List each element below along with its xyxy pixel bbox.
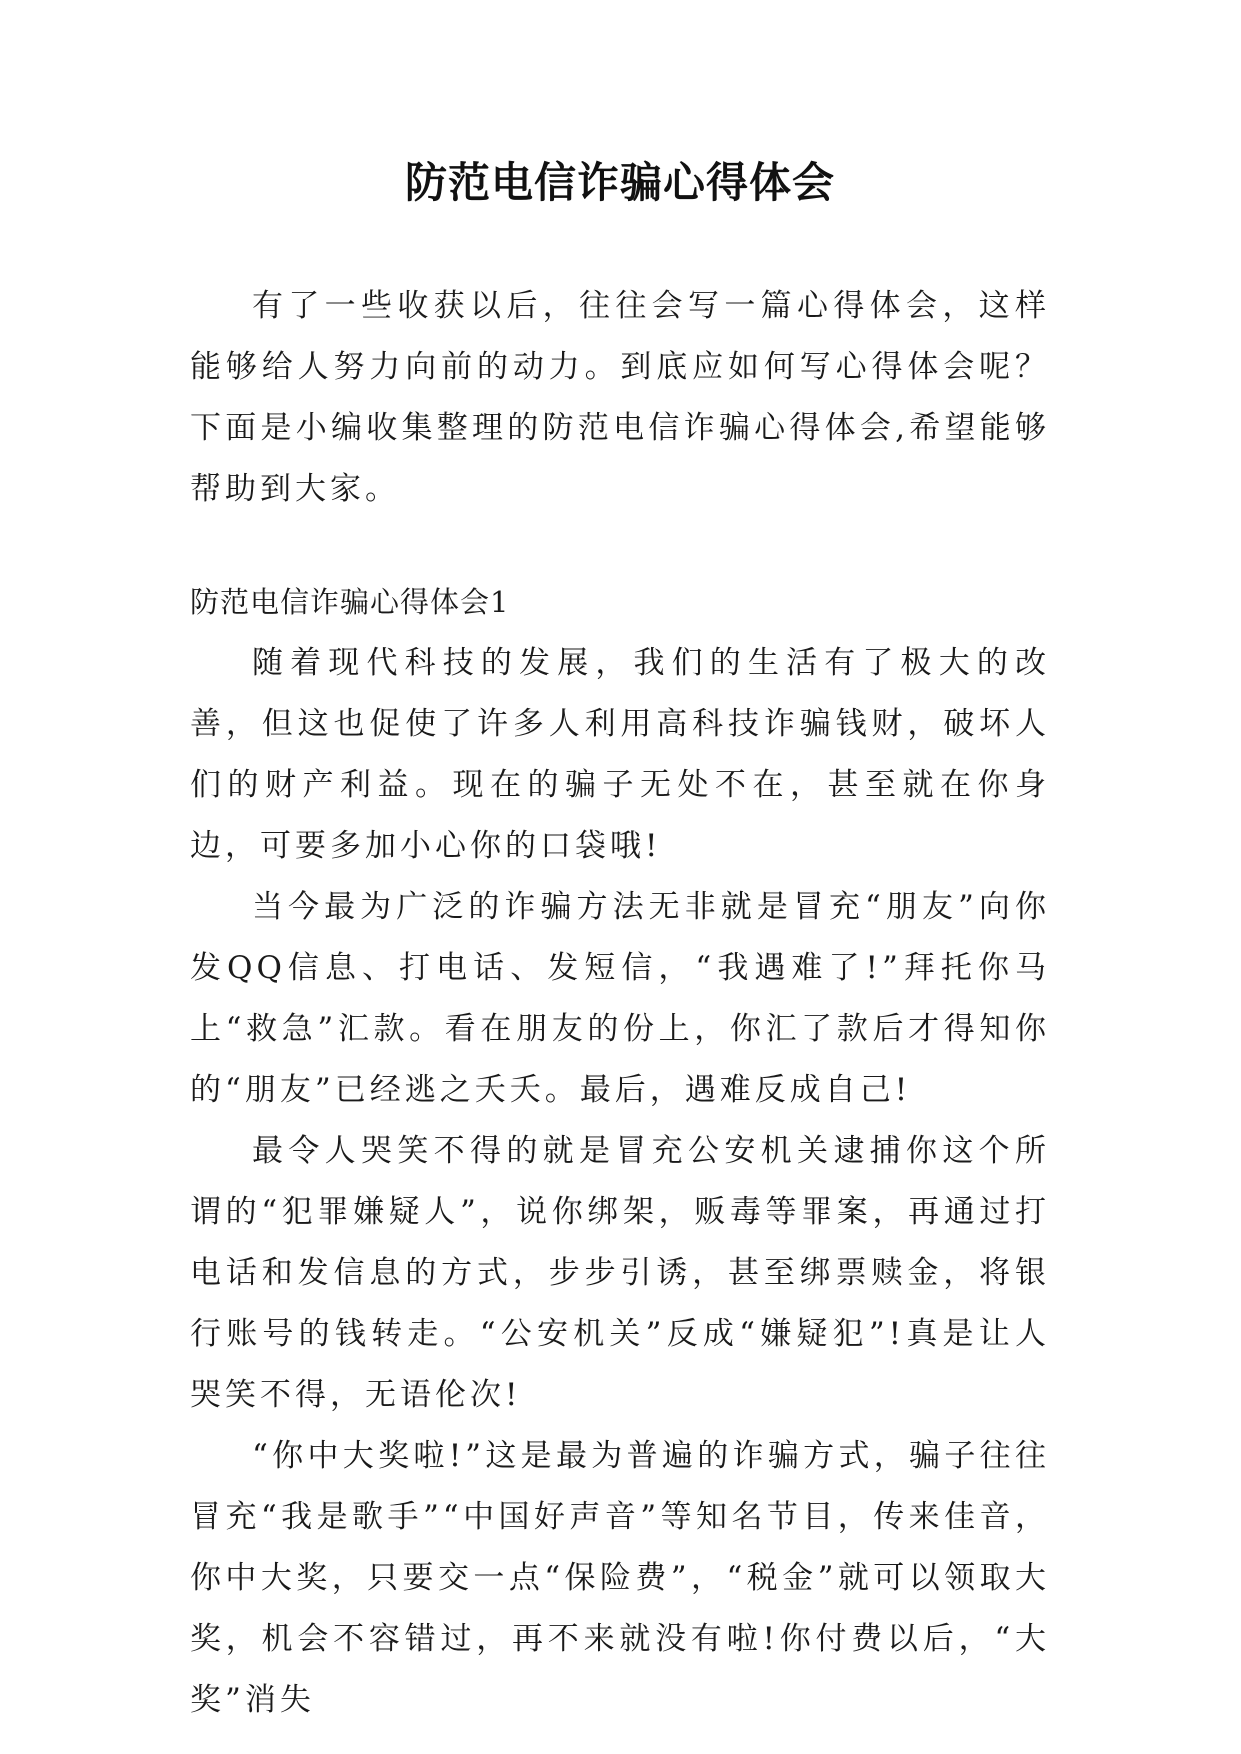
section-heading: 防范电信诈骗心得体会1 <box>190 585 510 619</box>
body-paragraph-2: 当今最为广泛的诈骗方法无非就是冒充“朋友”向你发QQ信息、打电话、发短信，“我遇难了!”拜托你马上“救急”汇款。看在朋友的份上，你汇了款后才得知你的“朋友”已经逃之夭夭。最后，遇难反成自己! <box>190 889 1050 1108</box>
document-title: 防范电信诈骗心得体会 <box>404 158 835 207</box>
body-paragraph-1: 随着现代科技的发展，我们的生活有了极大的改善，但这也促使了许多人利用高科技诈骗钱财，破坏人们的财产利益。现在的骗子无处不在，甚至就在你身边，可要多加小心你的口袋哦! <box>190 645 1050 864</box>
intro-paragraph: 有了一些收获以后，往往会写一篇心得体会，这样能够给人努力向前的动力。到底应如何写心得体会呢？下面是小编收集整理的防范电信诈骗心得体会,希望能够帮助到大家。 <box>190 288 1050 507</box>
body-paragraph-3: 最令人哭笑不得的就是冒充公安机关逮捕你这个所谓的“犯罪嫌疑人”，说你绑架，贩毒等罪案，再通过打电话和发信息的方式，步步引诱，甚至绑票赎金，将银行账号的钱转走。“公安机关”反成“嫌疑犯”!真是让人哭笑不得，无语伦次! <box>190 1133 1050 1413</box>
body-paragraph-4: “你中大奖啦!”这是最为普遍的诈骗方式，骗子往往冒充“我是歌手”“中国好声音”等知名节目，传来佳音，你中大奖，只要交一点“保险费”，“税金”就可以领取大奖，机会不容错过，再不来就没有啦!你付费以后，“大奖”消失 <box>190 1438 1050 1718</box>
document-page <box>190 150 1050 1731</box>
